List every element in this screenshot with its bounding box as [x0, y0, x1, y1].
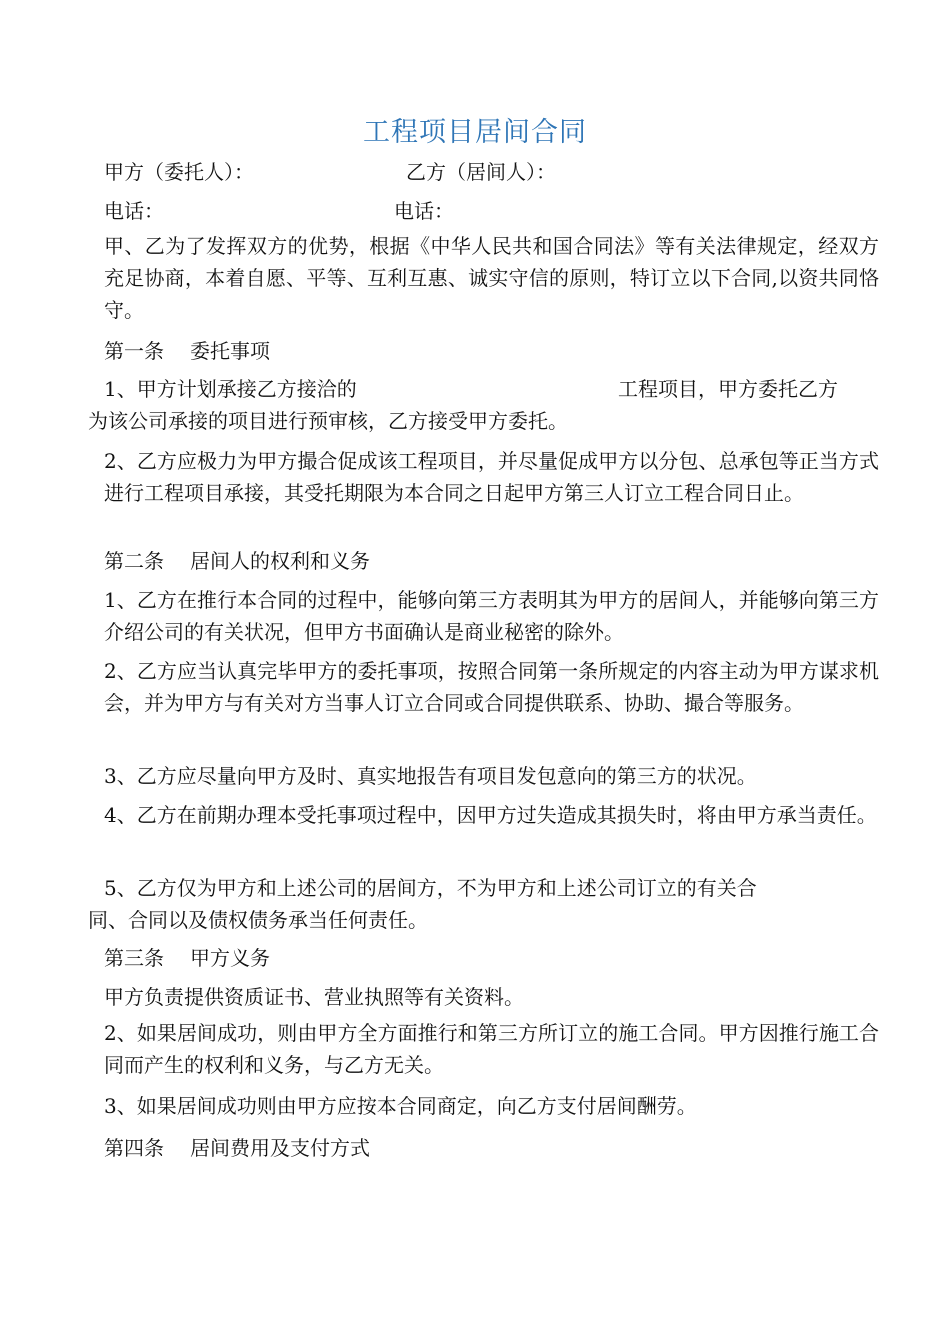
clause-3-1: 甲方负责提供资质证书、营业执照等有关资料。 — [104, 985, 524, 1009]
article-title: 居间人的权利和义务 — [190, 549, 370, 573]
article-4-heading — [104, 1136, 370, 1160]
article-number: 第二条 — [104, 549, 164, 573]
clause-2-5-line1: 5、乙方仅为甲方和上述公司的居间方，不为甲方和上述公司订立的有关合 — [104, 876, 757, 900]
article-title: 甲方义务 — [190, 946, 270, 970]
party-a-label: 甲方（委托人）： — [104, 160, 254, 184]
clause-1-1-line2: 为该公司承接的项目进行预审核，乙方接受甲方委托。 — [88, 409, 568, 433]
clause-1-1-part2: 工程项目，甲方委托乙方 — [618, 377, 838, 401]
clause-2-5-line2: 同、合同以及债权债务承当任何责任。 — [88, 908, 428, 932]
party-b-label: 乙方（居间人）： — [406, 160, 556, 184]
article-2-heading — [104, 549, 370, 573]
article-number: 第三条 — [104, 946, 164, 970]
clause-1-1-part1: 1、甲方计划承接乙方接洽的 — [104, 377, 357, 401]
clause-2-1: 1、乙方在推行本合同的过程中，能够向第三方表明其为甲方的居间人，并能够向第三方介绍公司的有关状况，但甲方书面确认是商业秘密的除外。 — [104, 588, 879, 644]
clause-3-3: 3、如果居间成功则由甲方应按本合同商定，向乙方支付居间酬劳。 — [104, 1094, 697, 1118]
article-number: 第四条 — [104, 1136, 164, 1160]
article-title: 委托事项 — [190, 339, 270, 363]
phone-a-label: 电话： — [104, 199, 164, 223]
intro-paragraph: 甲、乙为了发挥双方的优势，根据《中华人民共和国合同法》等有关法律规定，经双方充足协商，本着自愿、平等、互利互惠、诚实守信的原则，特订立以下合同,以资共同恪守。 — [104, 234, 879, 322]
article-title: 居间费用及支付方式 — [190, 1136, 370, 1160]
article-3-heading — [104, 946, 270, 970]
clause-1-2: 2、乙方应极力为甲方撮合促成该工程项目，并尽量促成甲方以分包、总承包等正当方式进行工程项目承接，其受托期限为本合同之日起甲方第三人订立工程合同日止。 — [104, 449, 879, 505]
clause-2-2: 2、乙方应当认真完毕甲方的委托事项，按照合同第一条所规定的内容主动为甲方谋求机会，并为甲方与有关对方当事人订立合同或合同提供联系、协助、撮合等服务。 — [104, 659, 879, 715]
clause-2-4: 4、乙方在前期办理本受托事项过程中，因甲方过失造成其损失时，将由甲方承当责任。 — [104, 803, 877, 827]
article-1-heading — [104, 339, 270, 363]
phone-b-label: 电话： — [394, 199, 454, 223]
clause-3-2: 2、如果居间成功，则由甲方全方面推行和第三方所订立的施工合同。甲方因推行施工合同而产生的权利和义务，与乙方无关。 — [104, 1021, 879, 1077]
article-number: 第一条 — [104, 339, 164, 363]
clause-2-3: 3、乙方应尽量向甲方及时、真实地报告有项目发包意向的第三方的状况。 — [104, 764, 757, 788]
document-title: 工程项目居间合同 — [363, 117, 587, 148]
